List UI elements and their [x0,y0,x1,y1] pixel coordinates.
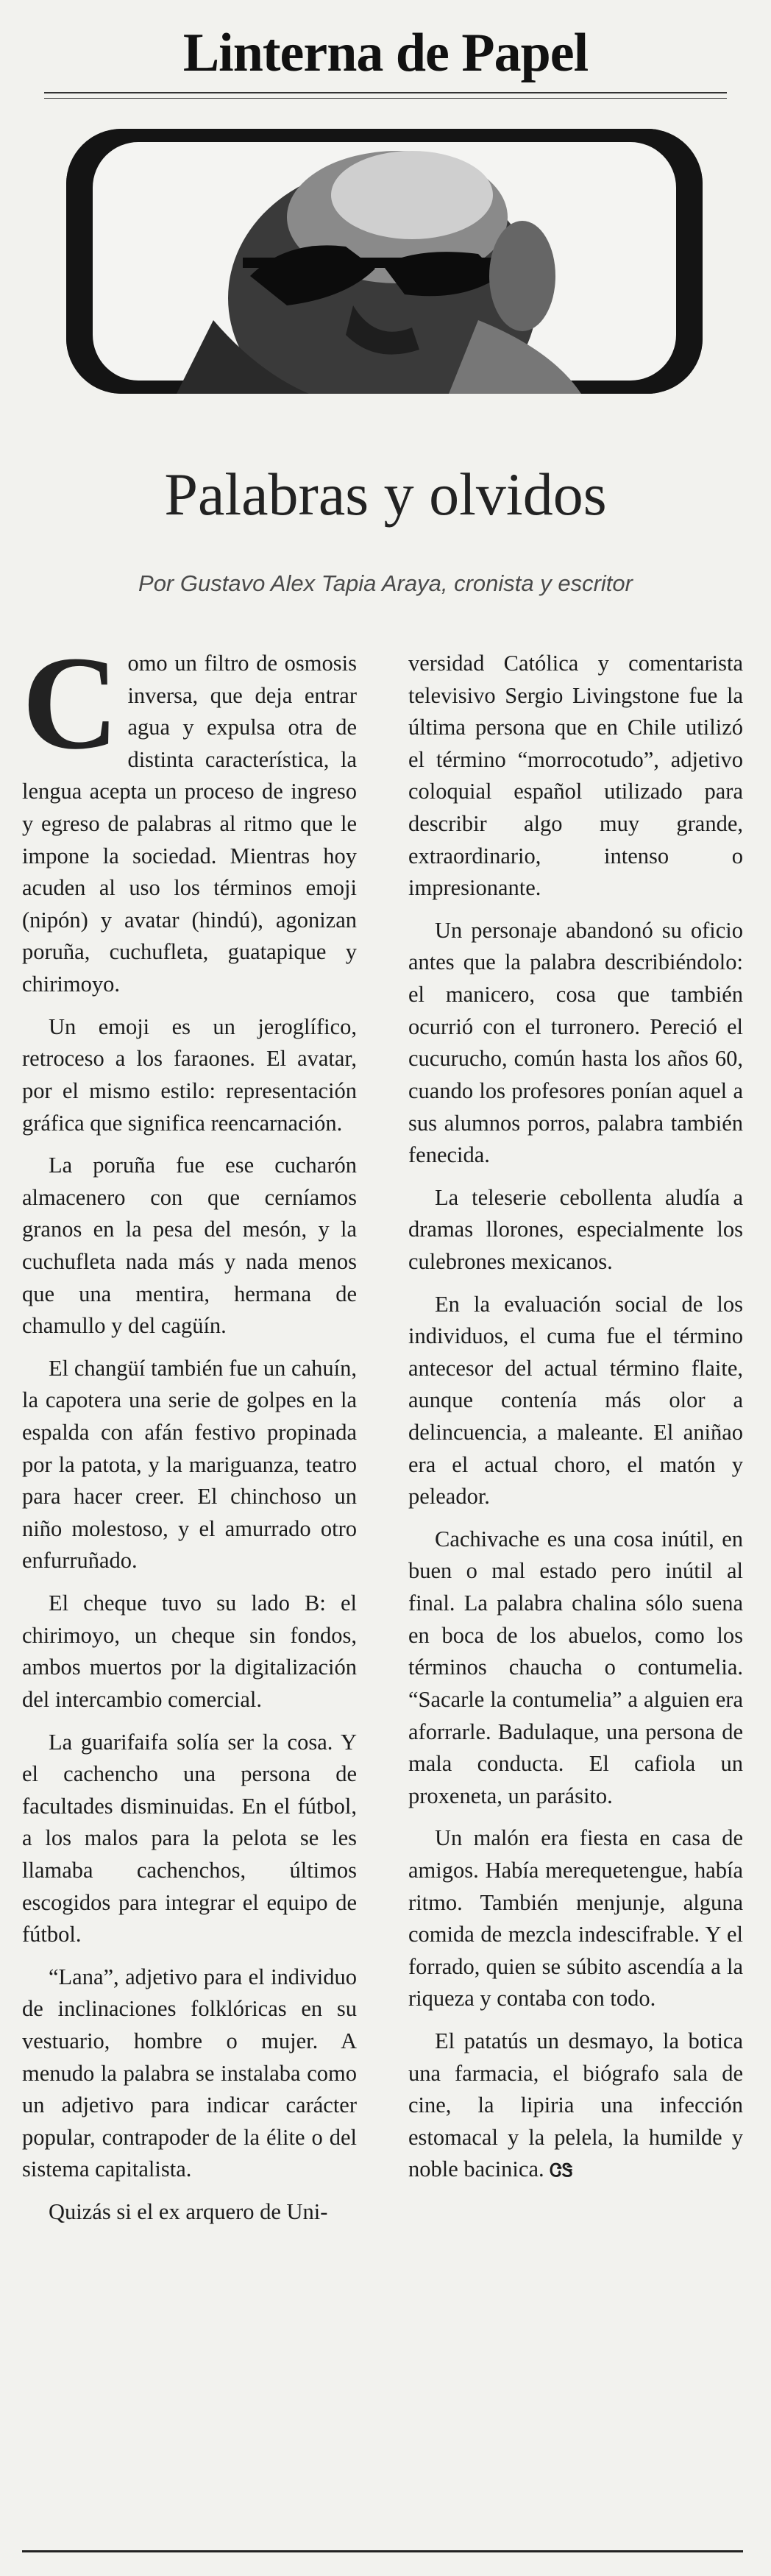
footer-rule [22,2550,743,2552]
paragraph: Quizás si el ex arquero de Uni- [49,2199,328,2225]
paragraph: Como un filtro de osmosis inversa, que deja entrar agua y expulsa otra de distinta característica, la lengua acepta un proceso de ingreso y egreso de palabras al ritmo que le impone la sociedad. Mientras hoy acuden al uso los términos emoji (nipón) y avatar (hindú), agonizan poruña, cuchufleta, guatapique y chirimoyo. [22,648,357,997]
paragraph: El patatús un desmayo, la botica una farmacia, el biógrafo sala de cine, la lipiria una infección estomacal y la pelela, la humilde y noble bacinica. ᏣᏕ [408,2028,743,2182]
paragraph: Cachivache es una cosa inútil, en buen o mal estado pero inútil al final. La palabra chalina sólo suena en boca de los abuelos, como los términos chaucha o contumelia. “Sacarle la contumelia” a alguien era aforrarle. Badulaque, una persona de mala conducta. El cafiola un proxeneta, un parásito. [408,1526,743,1808]
paragraph: “Lana”, adjetivo para el individuo de inclinaciones folklóricas en su vestuario, hombre o mujer. A menudo la palabra se instalaba como un adjetivo para indicar carácter popular, contrapoder de la élite o del sistema capitalista. [22,1964,357,2182]
author-portrait [66,129,703,394]
paragraph: Un personaje abandonó su oficio antes que la palabra describiéndolo: el manicero, cosa que también ocurrió con el turronero. Pereció el cucurucho, común hasta los años 60, cuando los profesores ponían aquel a sus alumnos porros, palabra también fenecida. [408,917,743,1168]
section-title: Linterna de Papel [182,23,589,83]
paragraph: Un emoji es un jeroglífico, retroceso a los faraones. El avatar, por el mismo estilo: representación gráfica que significa reencarnación. [22,1013,357,1136]
title-rule-top [44,92,727,93]
paragraph: La poruña fue ese cucharón almacenero con que cerníamos granos en la pesa del mesón, y la cuchufleta nada más y nada menos que una mentira, hermana de chamullo y del cagüín. [22,1153,357,1339]
paragraph: El changüí también fue un cahuín, la capotera una serie de golpes en la espalda con afán festivo propinada por la patota, y la mariguanza, teatro para hacer creer. El chinchoso un niño molestoso, y el amurrado otro enfurruñado. [22,1355,357,1574]
paragraph: El cheque tuvo su lado B: el chirimoyo, un cheque sin fondos, ambos muertos por la digitalización del intercambio comercial. [22,1590,357,1712]
paragraph: La teleserie cebollenta aludía a dramas llorones, especialmente los culebrones mexicanos. [408,1184,743,1274]
paragraph: Un malón era fiesta en casa de amigos. Había merequetengue, había ritmo. También menjunje, alguna comida de mezcla indescifrable. Y el forrado, quien se súbito ascendía a la riqueza y contaba con todo. [408,1825,743,2011]
article-column-left [22,648,357,2532]
article-headline: Palabras y olvidos [164,461,607,528]
paragraph: En la evaluación social de los individuos, el cuma fue el término antecesor del actual término flaite, aunque contenía más olor a delincuencia, a maleante. El aniñao era el actual choro, el matón y peleador. [408,1291,743,1510]
paragraph: La guarifaifa solía ser la cosa. Y el cachencho una persona de facultades disminuidas. En el fútbol, a los malos para la pelota se les llamaba cachenchos, últimos escogidos para integrar el equipo de fútbol. [22,1729,357,1947]
end-mark-icon: ᏣᏕ [550,2160,573,2182]
paragraph: versidad Católica y comentarista televisivo Sergio Livingstone fue la última persona que en Chile utilizó el término “morrocotudo”, adjetivo coloquial español utilizado para describir algo muy grande, extraordinario, intenso o impresionante. [408,651,743,901]
drop-cap: C [22,648,119,777]
article-column-right [408,648,743,2532]
article-byline: Por Gustavo Alex Tapia Araya, cronista y escritor [138,570,633,596]
title-rule-bottom [44,98,727,99]
